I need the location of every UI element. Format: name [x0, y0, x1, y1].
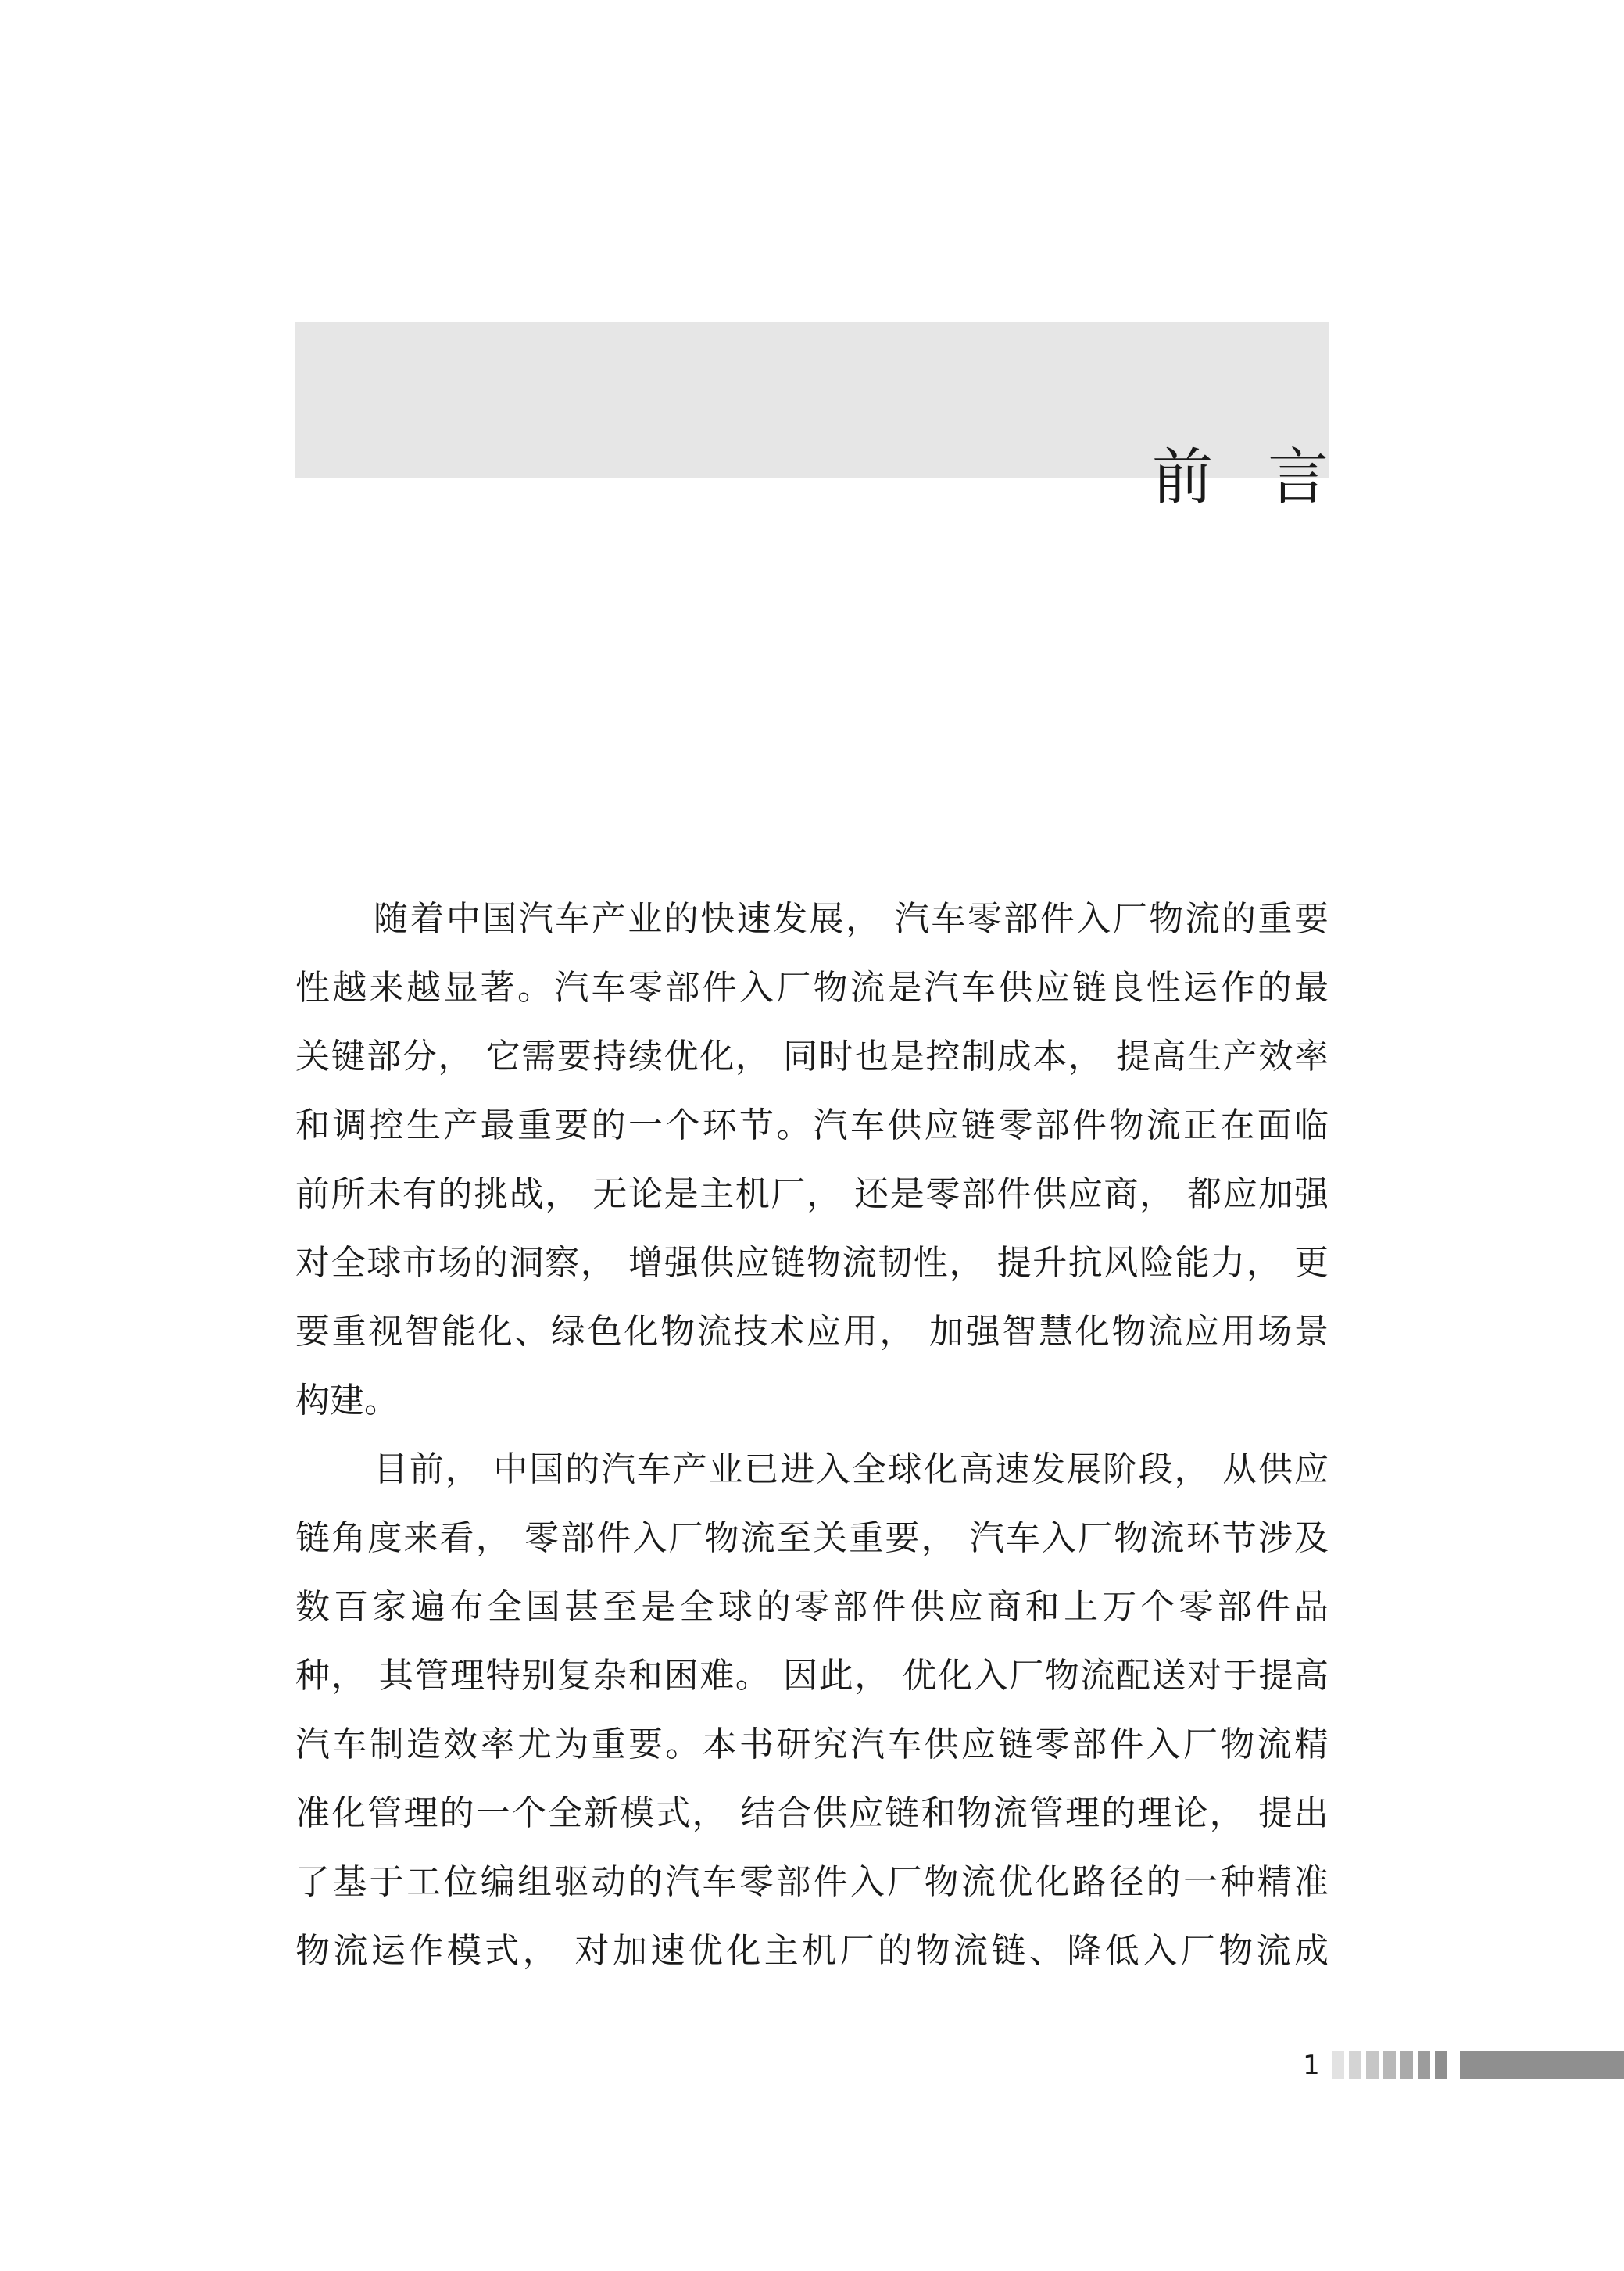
- footer-decoration-square: [1366, 2051, 1379, 2079]
- paragraph-line: 目前， 中国的汽车产业已进入全球化高速发展阶段， 从供应: [374, 1449, 1329, 1489]
- footer-decoration-square: [1400, 2051, 1413, 2079]
- footer-decoration-square: [1418, 2051, 1430, 2079]
- paragraph-line: 了基于工位编组驱动的汽车零部件入厂物流优化路径的一种精准: [295, 1862, 1329, 1902]
- footer-decoration-square: [1435, 2051, 1447, 2079]
- footer-decoration-bar: [1460, 2051, 1624, 2079]
- paragraph-line: 对全球市场的洞察， 增强供应链物流韧性， 提升抗风险能力， 更: [295, 1243, 1329, 1283]
- paragraph-line: 链角度来看， 零部件入厂物流至关重要， 汽车入厂物流环节涉及: [295, 1518, 1329, 1558]
- footer-decoration-square: [1383, 2051, 1396, 2079]
- paragraph-line: 要重视智能化、绿色化物流技术应用， 加强智慧化物流应用场景: [295, 1312, 1329, 1352]
- paragraph-line: 和调控生产最重要的一个环节。汽车供应链零部件物流正在面临: [295, 1105, 1329, 1145]
- paragraph-line: 构建。: [295, 1381, 399, 1420]
- paragraph-line: 种， 其管理特别复杂和困难。 因此， 优化入厂物流配送对于提高: [295, 1656, 1329, 1696]
- footer-decoration-square: [1332, 2051, 1344, 2079]
- paragraph-line: 性越来越显著。汽车零部件入厂物流是汽车供应链良性运作的最: [295, 968, 1329, 1008]
- paragraph-line: 前所未有的挑战， 无论是主机厂， 还是零部件供应商， 都应加强: [295, 1174, 1329, 1214]
- body-text: [295, 885, 1329, 1995]
- paragraph-line: 关键部分， 它需要持续优化， 同时也是控制成本， 提高生产效率: [295, 1037, 1329, 1076]
- page-footer: [0, 2042, 1624, 2089]
- page-footer-decoration: [1332, 2051, 1447, 2079]
- chapter-title: 前言: [1151, 442, 1383, 513]
- paragraph-line: 数百家遍布全国甚至是全球的零部件供应商和上万个零部件品: [295, 1587, 1329, 1627]
- page-number: 1: [1303, 2050, 1320, 2081]
- footer-decoration-square: [1349, 2051, 1361, 2079]
- paragraph-line: 随着中国汽车产业的快速发展， 汽车零部件入厂物流的重要: [374, 899, 1329, 939]
- paragraph-line: 汽车制造效率尤为重要。本书研究汽车供应链零部件入厂物流精: [295, 1725, 1329, 1764]
- paragraph-line: 准化管理的一个全新模式， 结合供应链和物流管理的理论， 提出: [295, 1793, 1329, 1833]
- paragraph-line: 物流运作模式， 对加速优化主机厂的物流链、降低入厂物流成: [295, 1931, 1329, 1971]
